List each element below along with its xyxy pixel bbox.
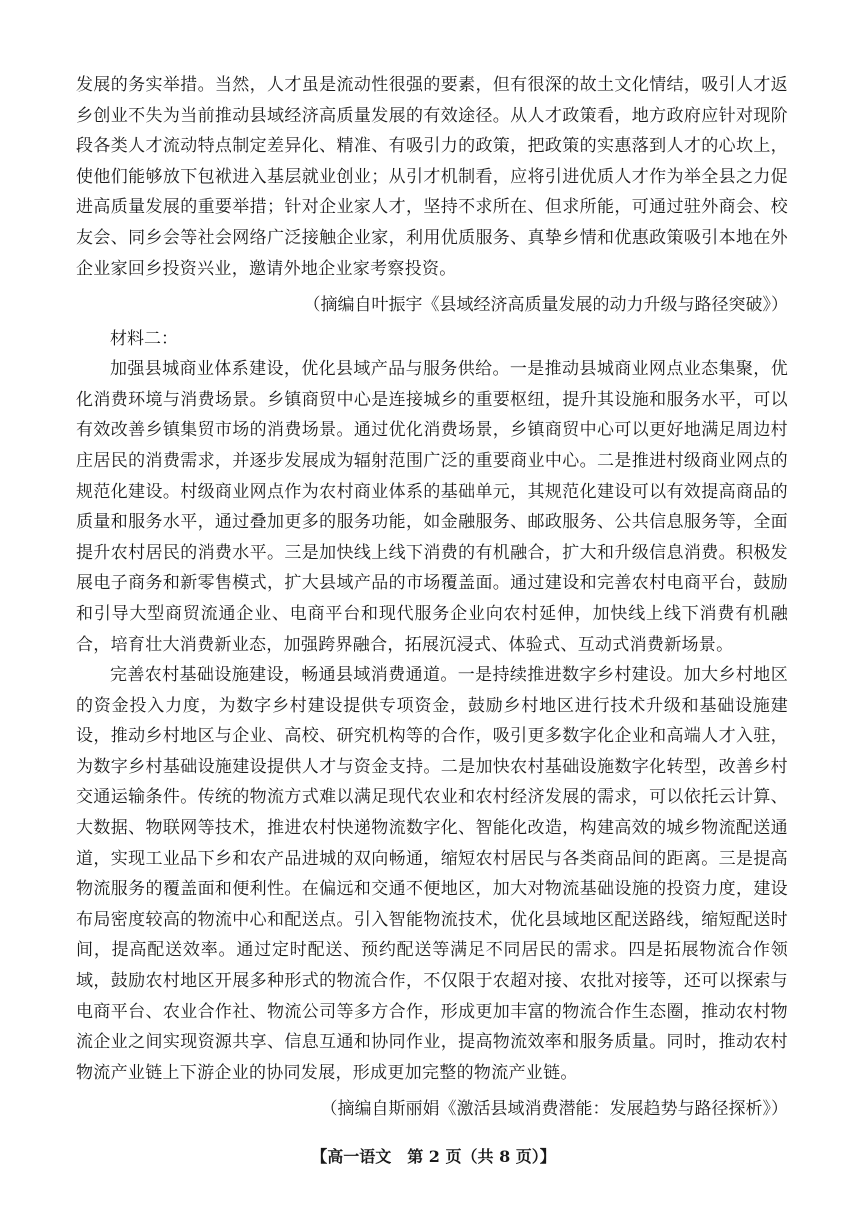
material2-paragraph-2: 完善农村基础设施建设，畅通县域消费通道。一是持续推进数字乡村建设。加大乡村地区的资金投入力度，为数字乡村建设提供专项资金，鼓励乡村地区进行技术升级和基础设施建设，推动乡村地区与企业、高校、研究机构等的合作，吸引更多数字化企业和高端人才入驻，为数字乡村基础设施建设提供人才与资金支持。二是加快农村基础设施数字化转型，改善乡村交通运输条件。传统的物流方式难以满足现代农业和农村经济发展的需求，可以依托云计算、大数据、物联网等技术，推进农村快递物流数字化、智能化改造，构建高效的城乡物流配送通道，实现工业品下乡和农产品进城的双向畅通，缩短农村居民与各类商品间的距离。三是提高物流服务的覆盖面和便利性。在偏远和交通不便地区，加大对物流基础设施的投资力度，建设布局密度较高的物流中心和配送点。引入智能物流技术，优化县域地区配送路线，缩短配送时间，提高配送效率。通过定时配送、预约配送等满足不同居民的需求。四是拓展物流合作领域，鼓励农村地区开展多种形式的物流合作，不仅限于农超对接、农批对接等，还可以探索与电商平台、农业合作社、物流公司等多方合作，形成更加丰富的物流合作生态圈，推动农村物流企业之间实现资源共享、信息互通和协同作业，提高物流效率和服务质量。同时，推动农村物流产业链上下游企业的协同发展，形成更加完整的物流产业链。 [76,665,788,1083]
material1-tail-paragraph: 发展的务实举措。当然，人才虽是流动性很强的要素，但有很深的故土文化情结，吸引人才返乡创业不失为当前推动县域经济高质量发展的有效途径。从人才政策看，地方政府应针对现阶段各类人才流动特点制定差异化、精准、有吸引力的政策，把政策的实惠落到人才的心坎上，使他们能够放下包袱进入基层就业创业；从引才机制看，应将引进优质人才作为举全县之力促进高质量发展的重要举措；针对企业家人才，坚持不求所在、但求所能，可通过驻外商会、校友会、同乡会等社会网络广泛接触企业家，利用优质服务、真挚乡情和优惠政策吸引本地在外企业家回乡投资兴业，邀请外地企业家考察投资。 [76,75,788,279]
material2-source-citation: （摘编自斯丽娟《激活县域消费潜能：发展趋势与路径探析》） [320,1099,788,1120]
material2-label: 材料二： [110,329,178,350]
material2-paragraph-1: 加强县城商业体系建设，优化县域产品与服务供给。一是推动县城商业网点业态集聚，优化消费环境与消费场景。乡镇商贸中心是连接城乡的重要枢纽，提升其设施和服务水平，可以有效改善乡镇集贸市场的消费场景。通过优化消费场景，乡镇商贸中心可以更好地满足周边村庄居民的消费需求，并逐步发展成为辐射范围广泛的重要商业中心。二是推进村级商业网点的规范化建设。村级商业网点作为农村商业体系的基础单元，其规范化建设可以有效提高商品的质量和服务水平，通过叠加更多的服务功能，如金融服务、邮政服务、公共信息服务等，全面提升农村居民的消费水平。三是加快线上线下消费的有机融合，扩大和升级信息消费。积极发展电子商务和新零售模式，扩大县域产品的市场覆盖面。通过建设和完善农村电商平台，鼓励和引导大型商贸流通企业、电商平台和现代服务企业向农村延伸，加快线上线下消费有机融合，培育壮大消费新业态，加强跨界融合，拓展沉浸式、体验式、互动式消费新场景。 [76,359,788,655]
page-footer: 【高一语文 第 2 页（共 8 页）】 [311,1147,556,1166]
material1-source-citation: （摘编自叶振宇《县域经济高质量发展的动力升级与路径突破》） [303,295,788,316]
document-page [76,70,788,1210]
